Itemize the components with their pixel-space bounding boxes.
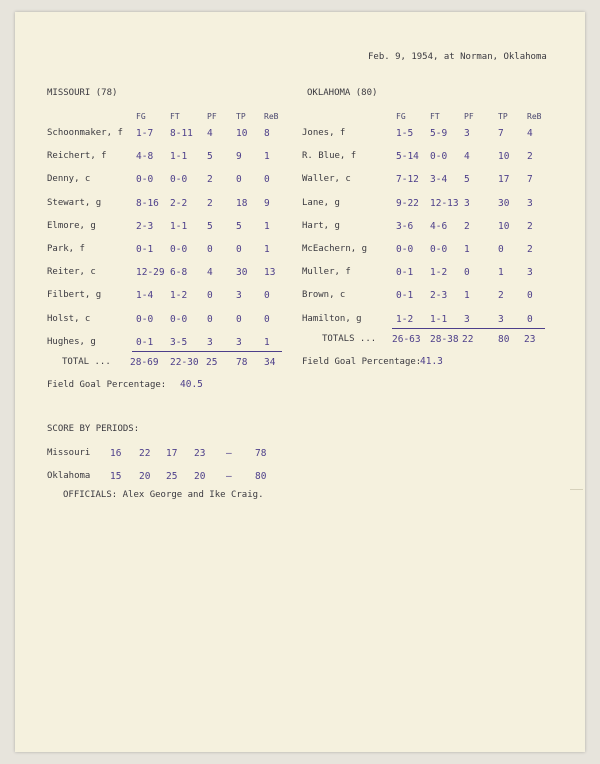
oklahoma-col-header-reb: ReB: [527, 112, 542, 121]
missouri-player-reb: 1: [264, 337, 270, 348]
missouri-player-name: Schoonmaker, f: [47, 128, 123, 138]
missouri-player-tp: 3: [236, 290, 242, 301]
missouri-player-name: Reichert, f: [47, 151, 107, 161]
oklahoma-player-name: Brown, c: [302, 290, 346, 300]
oklahoma-total-reb: 23: [524, 334, 536, 345]
missouri-player-name: Elmore, g: [47, 221, 96, 231]
missouri-total-pf: 25: [206, 357, 218, 368]
missouri-col-header-pf: PF: [207, 112, 217, 121]
oklahoma-player-reb: 2: [527, 244, 533, 255]
missouri-player-tp: 30: [236, 267, 248, 278]
missouri-player-reb: 1: [264, 151, 270, 162]
oklahoma-player-reb: 2: [527, 221, 533, 232]
missouri-player-ft: 0-0: [170, 314, 188, 325]
oklahoma-player-name: Hamilton, g: [302, 314, 362, 324]
oklahoma-player-name: R. Blue, f: [302, 151, 357, 161]
oklahoma-player-tp: 1: [498, 267, 504, 278]
oklahoma-player-fg: 0-1: [396, 290, 414, 301]
missouri-player-tp: 0: [236, 244, 242, 255]
oklahoma-player-pf: 5: [464, 174, 470, 185]
missouri-player-tp: 9: [236, 151, 242, 162]
missouri-player-pf: 3: [207, 337, 213, 348]
missouri-player-reb: 0: [264, 174, 270, 185]
oklahoma-player-ft: 3-4: [430, 174, 448, 185]
periods-title: SCORE BY PERIODS:: [47, 424, 140, 434]
missouri-player-ft: 0-0: [170, 244, 188, 255]
periods-dash: —: [226, 471, 232, 482]
oklahoma-player-ft: 0-0: [430, 151, 448, 162]
missouri-player-ft: 1-1: [170, 221, 188, 232]
oklahoma-col-header-pf: PF: [464, 112, 474, 121]
missouri-fg-pct: 40.5: [180, 379, 203, 390]
oklahoma-player-tp: 10: [498, 151, 510, 162]
periods-final: 80: [255, 471, 267, 482]
missouri-player-reb: 1: [264, 244, 270, 255]
oklahoma-player-pf: 3: [464, 314, 470, 325]
missouri-player-name: Stewart, g: [47, 198, 102, 208]
oklahoma-player-tp: 30: [498, 198, 510, 209]
oklahoma-player-ft: 2-3: [430, 290, 448, 301]
oklahoma-player-name: Muller, f: [302, 267, 351, 277]
missouri-player-pf: 4: [207, 267, 213, 278]
oklahoma-player-fg: 1-2: [396, 314, 414, 325]
missouri-player-reb: 13: [264, 267, 276, 278]
missouri-player-fg: 0-1: [136, 244, 154, 255]
oklahoma-player-fg: 9-22: [396, 198, 419, 209]
missouri-totals-rule: [132, 351, 282, 352]
oklahoma-player-ft: 5-9: [430, 128, 448, 139]
missouri-player-tp: 0: [236, 314, 242, 325]
oklahoma-total-pf: 22: [462, 334, 474, 345]
oklahoma-player-pf: 2: [464, 221, 470, 232]
missouri-player-reb: 9: [264, 198, 270, 209]
oklahoma-player-ft: 0-0: [430, 244, 448, 255]
missouri-player-name: Park, f: [47, 244, 85, 254]
oklahoma-player-tp: 2: [498, 290, 504, 301]
missouri-player-tp: 0: [236, 174, 242, 185]
oklahoma-player-pf: 3: [464, 198, 470, 209]
missouri-player-name: Reiter, c: [47, 267, 96, 277]
oklahoma-title: OKLAHOMA (80): [307, 88, 378, 98]
oklahoma-total-ft: 28-38: [430, 334, 459, 345]
oklahoma-player-name: Jones, f: [302, 128, 346, 138]
missouri-fg-label: Field Goal Percentage:: [47, 380, 167, 390]
missouri-col-header-tp: TP: [236, 112, 246, 121]
oklahoma-player-pf: 1: [464, 290, 470, 301]
missouri-player-name: Hughes, g: [47, 337, 96, 347]
oklahoma-player-tp: 3: [498, 314, 504, 325]
missouri-total-ft: 22-30: [170, 357, 199, 368]
missouri-player-pf: 4: [207, 128, 213, 139]
oklahoma-player-fg: 3-6: [396, 221, 414, 232]
missouri-player-fg: 0-0: [136, 174, 154, 185]
periods-team: Missouri: [47, 448, 91, 458]
missouri-player-tp: 3: [236, 337, 242, 348]
missouri-player-ft: 1-2: [170, 290, 188, 301]
periods-score: 20: [139, 471, 151, 482]
missouri-player-ft: 8-11: [170, 128, 193, 139]
oklahoma-player-pf: 4: [464, 151, 470, 162]
missouri-player-fg: 1-4: [136, 290, 154, 301]
oklahoma-player-tp: 7: [498, 128, 504, 139]
oklahoma-player-name: Hart, g: [302, 221, 340, 231]
missouri-player-reb: 0: [264, 314, 270, 325]
oklahoma-player-reb: 7: [527, 174, 533, 185]
missouri-title: MISSOURI (78): [47, 88, 118, 98]
oklahoma-col-header-tp: TP: [498, 112, 508, 121]
oklahoma-player-ft: 1-2: [430, 267, 448, 278]
missouri-player-name: Holst, c: [47, 314, 91, 324]
missouri-player-pf: 0: [207, 290, 213, 301]
missouri-player-pf: 0: [207, 314, 213, 325]
oklahoma-player-pf: 1: [464, 244, 470, 255]
oklahoma-player-fg: 0-0: [396, 244, 414, 255]
oklahoma-player-ft: 1-1: [430, 314, 448, 325]
missouri-totals-label: TOTAL ...: [62, 357, 111, 367]
oklahoma-player-reb: 3: [527, 267, 533, 278]
missouri-player-pf: 5: [207, 151, 213, 162]
missouri-total-tp: 78: [236, 357, 248, 368]
oklahoma-player-reb: 4: [527, 128, 533, 139]
missouri-player-ft: 6-8: [170, 267, 188, 278]
missouri-player-tp: 5: [236, 221, 242, 232]
missouri-player-ft: 2-2: [170, 198, 188, 209]
missouri-total-reb: 34: [264, 357, 276, 368]
missouri-col-header-ft: FT: [170, 112, 180, 121]
oklahoma-player-name: Waller, c: [302, 174, 351, 184]
missouri-player-fg: 2-3: [136, 221, 154, 232]
dateline: Feb. 9, 1954, at Norman, Oklahoma: [368, 52, 547, 62]
missouri-player-fg: 1-7: [136, 128, 154, 139]
missouri-player-pf: 2: [207, 198, 213, 209]
missouri-col-header-fg: FG: [136, 112, 146, 121]
periods-final: 78: [255, 448, 267, 459]
oklahoma-player-tp: 10: [498, 221, 510, 232]
missouri-player-reb: 1: [264, 221, 270, 232]
periods-score: 22: [139, 448, 151, 459]
missouri-player-reb: 0: [264, 290, 270, 301]
missouri-player-fg: 12-29: [136, 267, 165, 278]
oklahoma-player-fg: 7-12: [396, 174, 419, 185]
periods-score: 20: [194, 471, 206, 482]
missouri-player-fg: 4-8: [136, 151, 154, 162]
officials: OFFICIALS: Alex George and Ike Craig.: [63, 490, 264, 500]
missouri-player-ft: 1-1: [170, 151, 188, 162]
oklahoma-player-ft: 4-6: [430, 221, 448, 232]
oklahoma-player-pf: 3: [464, 128, 470, 139]
missouri-player-ft: 0-0: [170, 174, 188, 185]
missouri-player-reb: 8: [264, 128, 270, 139]
oklahoma-totals-label: TOTALS ...: [322, 334, 377, 344]
missouri-player-fg: 0-1: [136, 337, 154, 348]
oklahoma-player-fg: 1-5: [396, 128, 414, 139]
missouri-player-name: Denny, c: [47, 174, 91, 184]
missouri-player-ft: 3-5: [170, 337, 188, 348]
periods-score: 23: [194, 448, 206, 459]
missouri-total-fg: 28-69: [130, 357, 159, 368]
oklahoma-player-reb: 2: [527, 151, 533, 162]
periods-score: 25: [166, 471, 178, 482]
oklahoma-fg-label: Field Goal Percentage:: [302, 357, 422, 367]
missouri-player-pf: 0: [207, 244, 213, 255]
oklahoma-totals-rule: [392, 328, 545, 329]
oklahoma-player-fg: 0-1: [396, 267, 414, 278]
oklahoma-player-pf: 0: [464, 267, 470, 278]
missouri-player-name: Filbert, g: [47, 290, 102, 300]
missouri-player-tp: 10: [236, 128, 248, 139]
oklahoma-player-name: McEachern, g: [302, 244, 368, 254]
oklahoma-col-header-fg: FG: [396, 112, 406, 121]
oklahoma-player-name: Lane, g: [302, 198, 340, 208]
missouri-player-tp: 18: [236, 198, 248, 209]
missouri-player-pf: 2: [207, 174, 213, 185]
oklahoma-player-tp: 17: [498, 174, 510, 185]
periods-team: Oklahoma: [47, 471, 91, 481]
missouri-player-fg: 8-16: [136, 198, 159, 209]
missouri-player-fg: 0-0: [136, 314, 154, 325]
oklahoma-player-reb: 0: [527, 290, 533, 301]
oklahoma-player-reb: 3: [527, 198, 533, 209]
oklahoma-fg-pct: 41.3: [420, 356, 443, 367]
fold-mark: [570, 489, 583, 490]
oklahoma-player-tp: 0: [498, 244, 504, 255]
missouri-col-header-reb: ReB: [264, 112, 279, 121]
oklahoma-total-tp: 80: [498, 334, 510, 345]
periods-score: 17: [166, 448, 178, 459]
oklahoma-player-fg: 5-14: [396, 151, 419, 162]
oklahoma-player-reb: 0: [527, 314, 533, 325]
oklahoma-col-header-ft: FT: [430, 112, 440, 121]
oklahoma-total-fg: 26-63: [392, 334, 421, 345]
missouri-player-pf: 5: [207, 221, 213, 232]
periods-dash: —: [226, 448, 232, 459]
oklahoma-player-ft: 12-13: [430, 198, 459, 209]
periods-score: 16: [110, 448, 122, 459]
periods-score: 15: [110, 471, 122, 482]
